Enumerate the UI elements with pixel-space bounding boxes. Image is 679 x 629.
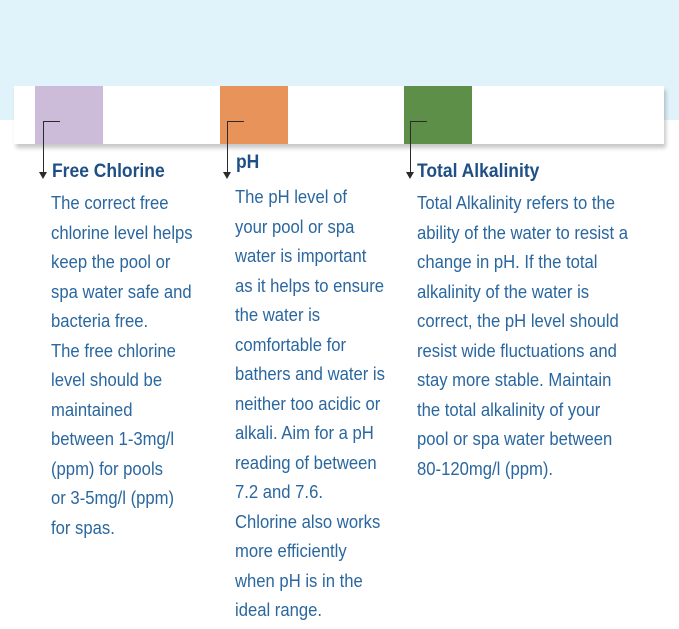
text-line: ability of the water to resist a [417,221,629,243]
total-alkalinity-heading: Total Alkalinity [417,161,540,182]
ph-description [235,182,402,625]
text-line: reading of between [235,451,377,473]
text-line: the total alkalinity of your [417,398,601,420]
text-line: spa water safe and [51,280,192,302]
free-chlorine-description [51,188,208,542]
text-line: for spas. [51,516,115,538]
ph-heading: pH [236,152,260,173]
text-line: The free chlorine [51,339,176,361]
text-line: your pool or spa [235,215,355,237]
text-line: keep the pool or [51,251,171,272]
text-line: pool or spa water between [417,428,613,449]
text-line: alkalinity of the water is [417,280,590,302]
text-line: the water is [235,304,321,325]
test-strip [14,86,664,144]
text-line: maintained [51,398,133,420]
text-line: correct, the pH level should [417,310,619,331]
text-line: 7.2 and 7.6. [235,481,323,502]
text-line: as it helps to ensure [235,274,385,296]
text-line: bacteria free. [51,310,149,331]
total-alkalinity-description [417,188,651,483]
text-line: resist wide fluctuations and [417,339,617,361]
text-line: or 3-5mg/l (ppm) [51,487,175,508]
text-line: Chlorine also works [235,510,381,532]
text-line: change in pH. If the total [417,251,598,272]
free-chlorine-heading: Free Chlorine [52,161,165,182]
text-line: water is important [235,245,367,266]
text-line: The correct free [51,192,169,213]
text-line: Total Alkalinity refers to the [417,192,616,213]
text-line: ideal range. [235,599,323,620]
text-line: level should be [51,369,163,390]
text-line: more efficiently [235,540,347,561]
text-line: neither too acidic or [235,392,381,414]
text-line: bathers and water is [235,363,385,384]
text-line: chlorine level helps [51,221,193,243]
text-line: comfortable for [235,333,347,355]
text-line: when pH is in the [235,569,363,591]
text-line: 80-120mg/l (ppm). [417,457,554,479]
text-line: stay more stable. Maintain [417,369,612,390]
text-line: alkali. Aim for a pH [235,422,374,443]
text-line: The pH level of [235,186,347,207]
text-line: between 1-3mg/l [51,428,175,449]
text-line: (ppm) for pools [51,457,163,479]
